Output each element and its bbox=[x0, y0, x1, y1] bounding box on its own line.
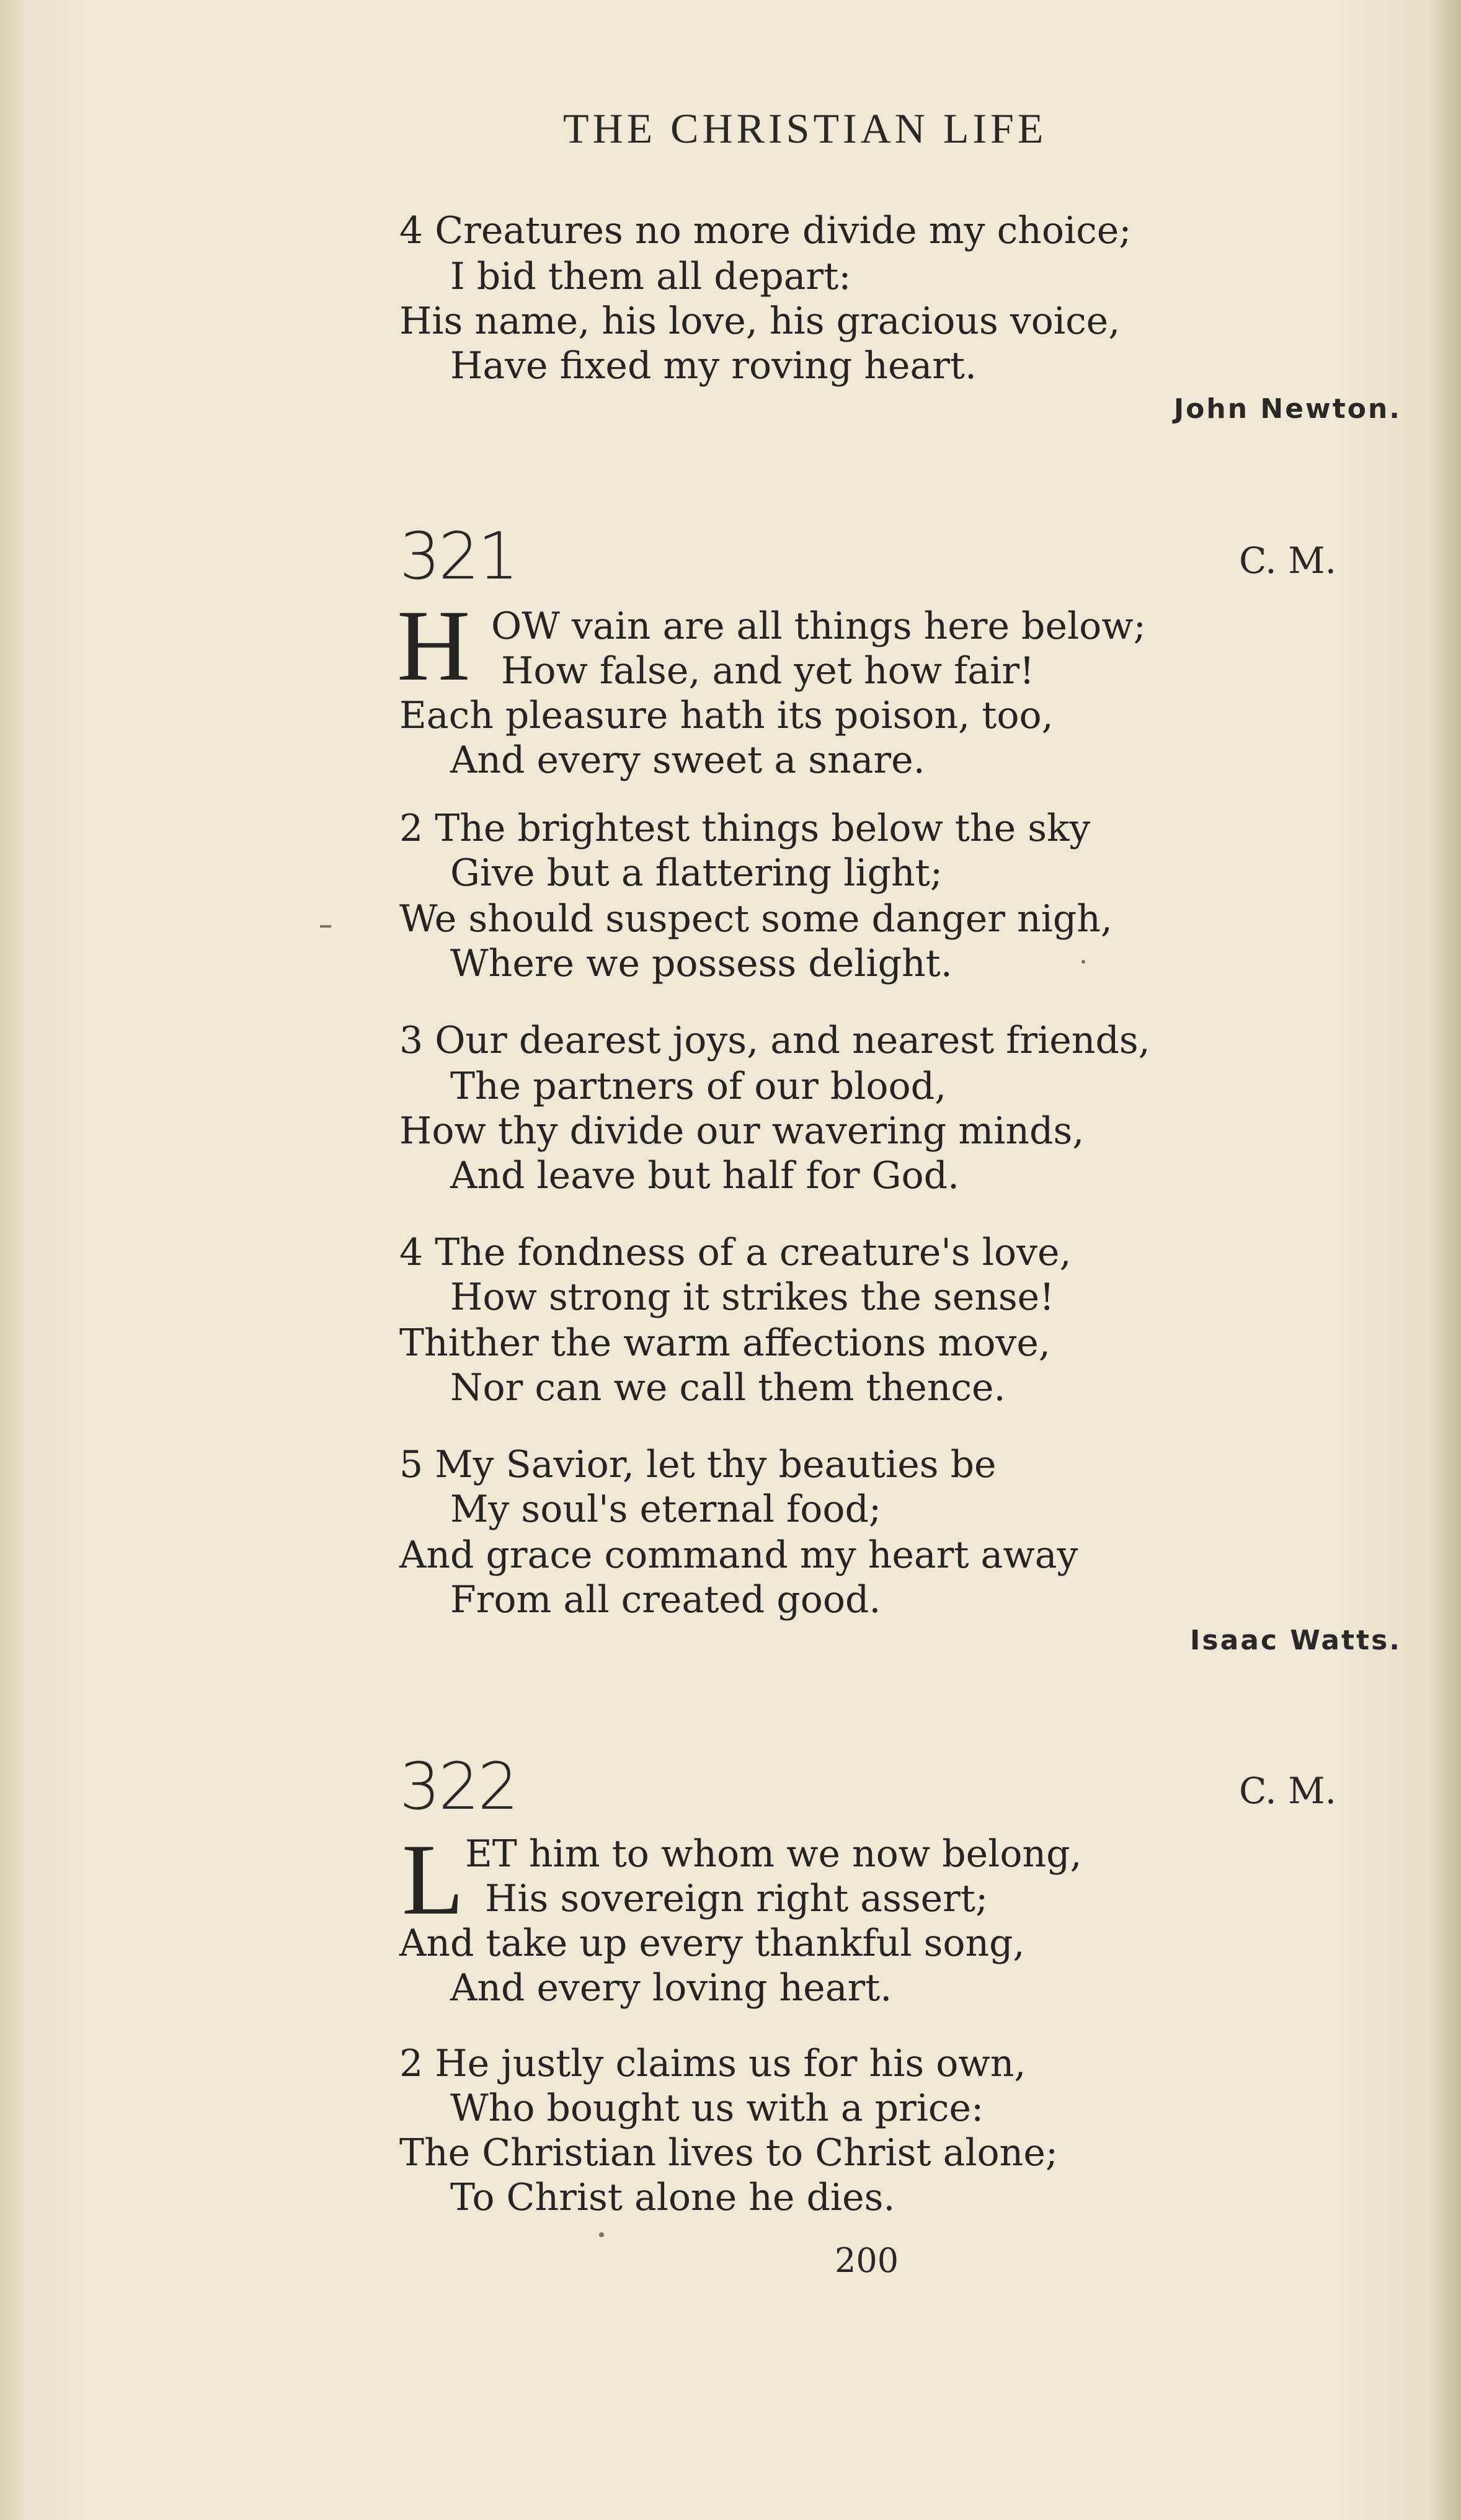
verse-line: The partners of our blood, bbox=[450, 1065, 947, 1108]
verse-line: 2 The brightest things below the sky bbox=[399, 807, 1091, 850]
hymn-author: Isaac Watts. bbox=[1190, 1625, 1401, 1656]
verse-line: Who bought us with a price: bbox=[450, 2087, 984, 2130]
page-gutter-shadow bbox=[0, 0, 25, 2520]
page-edge-shadow bbox=[1432, 0, 1461, 2520]
verse-line: His name, his love, his gracious voice, bbox=[399, 299, 1121, 343]
verse-line: 4 The fondness of a creature's love, bbox=[399, 1231, 1072, 1274]
verse-line: Have fixed my roving heart. bbox=[450, 344, 977, 388]
verse-line: Nor can we call them thence. bbox=[450, 1366, 1006, 1409]
verse-line: Each pleasure hath its poison, too, bbox=[399, 694, 1054, 737]
verse-line: And leave but half for God. bbox=[450, 1154, 960, 1197]
verse-line: His sovereign right assert; bbox=[485, 1877, 988, 1920]
verse-line: How thy divide our wavering minds, bbox=[399, 1109, 1085, 1153]
page-number: 200 bbox=[835, 2241, 899, 2280]
verse-line: Give but a flattering light; bbox=[450, 851, 943, 895]
verse-line: From all created good. bbox=[450, 1578, 881, 1622]
running-head: THE CHRISTIAN LIFE bbox=[563, 105, 1047, 152]
verse-line: OW vain are all things here below; bbox=[491, 605, 1146, 648]
verse-line: And every loving heart. bbox=[450, 1966, 892, 2010]
verse-line: 3 Our dearest joys, and nearest friends, bbox=[399, 1019, 1150, 1062]
drop-cap: L bbox=[402, 1824, 464, 1936]
verse-line: 2 He justly claims us for his own, bbox=[399, 2042, 1026, 2085]
verse-line: 4 Creatures no more divide my choice; bbox=[399, 209, 1132, 252]
verse-line: The Christian lives to Christ alone; bbox=[399, 2131, 1059, 2175]
verse-line: ET him to whom we now belong, bbox=[465, 1832, 1082, 1876]
margin-mark bbox=[320, 925, 331, 928]
verse-line: My soul's eternal food; bbox=[450, 1488, 882, 1531]
ink-speck bbox=[599, 2232, 604, 2237]
hymn-meter: C. M. bbox=[1239, 539, 1337, 582]
ink-speck bbox=[1081, 960, 1085, 964]
verse-line: We should suspect some danger nigh, bbox=[399, 897, 1112, 941]
verse-line: To Christ alone he dies. bbox=[450, 2176, 895, 2219]
verse-line: I bid them all depart: bbox=[450, 255, 851, 298]
verse-line: 5 My Savior, let thy beauties be bbox=[399, 1443, 997, 1486]
hymn-number: 322 bbox=[399, 1749, 517, 1824]
drop-cap: H bbox=[397, 590, 471, 702]
verse-line: And grace command my heart away bbox=[399, 1533, 1078, 1577]
verse-line: Where we possess delight. bbox=[450, 942, 953, 985]
hymn-meter: C. M. bbox=[1239, 1770, 1337, 1812]
verse-line: How false, and yet how fair! bbox=[501, 649, 1035, 693]
verse-line: Thither the warm affections move, bbox=[399, 1321, 1050, 1365]
verse-line: And take up every thankful song, bbox=[399, 1922, 1025, 1965]
verse-line: And every sweet a snare. bbox=[450, 739, 925, 782]
hymn-number: 321 bbox=[399, 518, 517, 594]
verse-line: How strong it strikes the sense! bbox=[450, 1276, 1055, 1319]
hymn-author: John Newton. bbox=[1173, 393, 1401, 425]
